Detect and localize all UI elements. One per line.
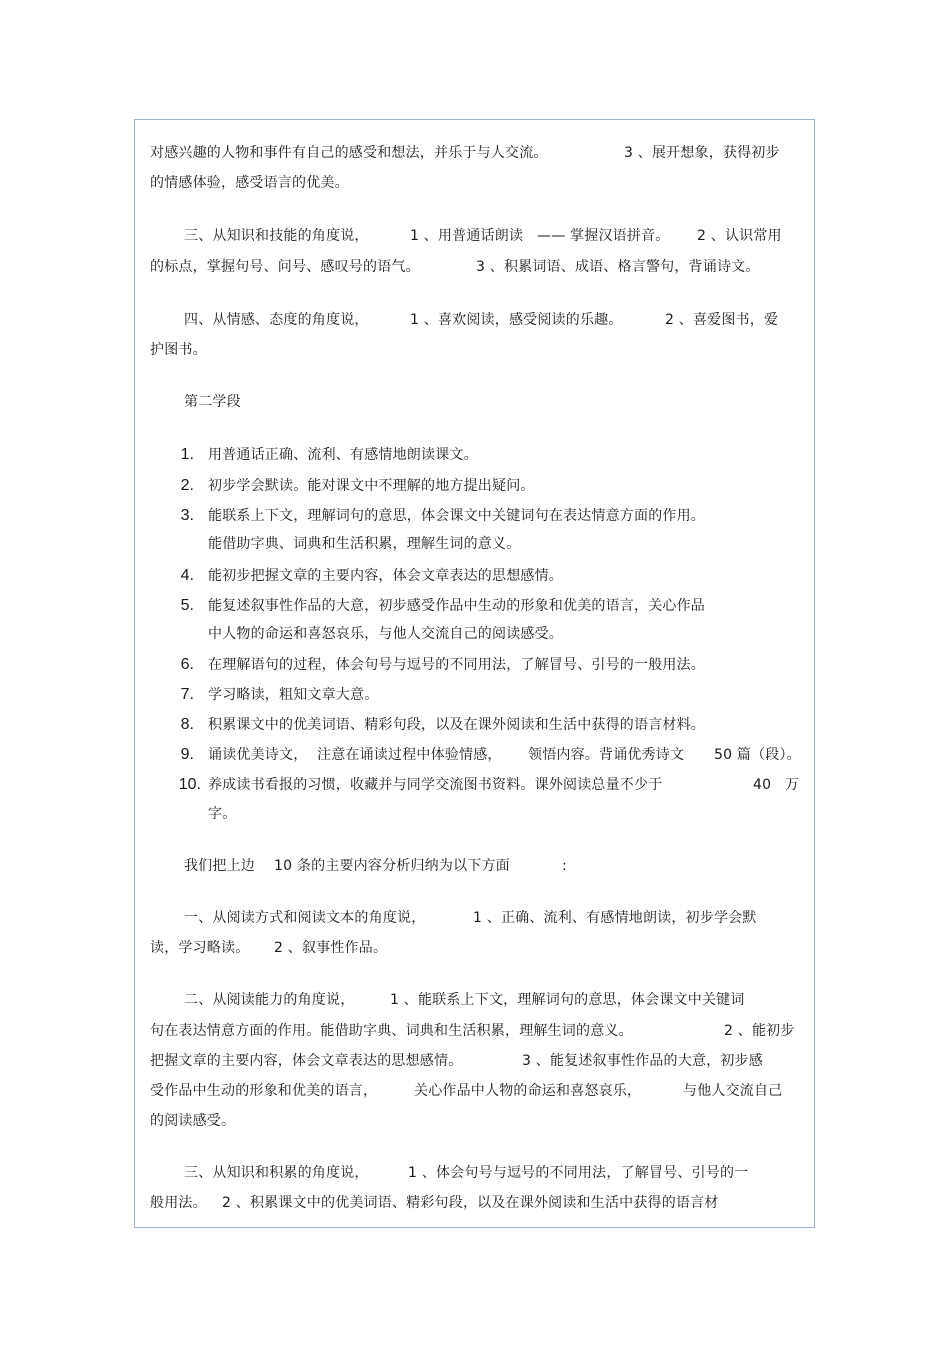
- s3-line2-b: 2 、积累课文中的优美词语、精彩句段，以及在课外阅读和生活中获得的语言材: [222, 1195, 719, 1211]
- list-item: 初步学会默读。能对课文中不理解的地方提出疑问。: [208, 478, 535, 494]
- list-item: 用普通话正确、流利、有感情地朗读课文。: [208, 447, 478, 463]
- s2-line1-b: 1 、能联系上下文，理解词句的意思，体会课文中关键词: [390, 992, 745, 1008]
- p2-line2-b: 3 、积累词语、成语、格言警句，背诵诗文。: [476, 259, 760, 275]
- p3-line2: 护图书。: [150, 342, 207, 358]
- list-item-continued: 中人物的命运和喜怒哀乐，与他人交流自己的阅读感受。: [208, 626, 563, 642]
- s3-line1-b: 1 、体会句号与逗号的不同用法，了解冒号、引号的一: [408, 1165, 749, 1181]
- list-item-part: 万: [785, 777, 800, 793]
- list-number: 10.: [178, 776, 201, 793]
- list-number: 3.: [180, 507, 194, 524]
- p2-line1-c: —— 掌握汉语拼音。: [537, 228, 670, 244]
- list-item: 学习略读，粗知文章大意。: [208, 687, 379, 703]
- s2-line1-a: 二、从阅读能力的角度说，: [184, 992, 355, 1008]
- list-item-continued: 能借助字典、词典和生活积累，理解生词的意义。: [208, 536, 521, 552]
- s2-line2-b: 2 、能初步: [724, 1023, 795, 1039]
- s1-line1-b: 1 、正确、流利、有感情地朗读，初步学会默: [473, 910, 757, 926]
- s2-line4-a: 受作品中生动的形象和优美的语言，: [150, 1083, 378, 1099]
- list-item: 养成读书看报的习惯，收藏并与同学交流图书资料。课外阅读总量不少于: [208, 777, 663, 793]
- p3-line1-b: 1 、喜欢阅读，感受阅读的乐趣。: [410, 312, 623, 328]
- summary-c: :: [562, 858, 567, 874]
- list-item-part: 领悟内容。背诵优秀诗文: [528, 747, 685, 763]
- list-number: 8.: [180, 716, 194, 733]
- list-number: 1.: [180, 446, 194, 463]
- s2-line3-b: 3 、能复述叙事性作品的大意，初步感: [522, 1053, 763, 1069]
- p1-line1-b: 3 、展开想象，获得初步: [624, 145, 780, 161]
- list-item: 诵读优美诗文，: [208, 747, 308, 763]
- list-number: 7.: [180, 686, 194, 703]
- list-item: 能联系上下文，理解词句的意思，体会课文中关键词句在表达情意方面的作用。: [208, 508, 705, 524]
- list-item: 能复述叙事性作品的大意，初步感受作品中生动的形象和优美的语言，关心作品: [208, 598, 705, 614]
- p2-line1-b: 1 、用普通话朗读: [410, 228, 524, 244]
- list-item: 在理解语句的过程，体会句号与逗号的不同用法，了解冒号、引号的一般用法。: [208, 657, 705, 673]
- p2-line1-d: 2 、认识常用: [697, 228, 782, 244]
- p1-line2: 的情感体验，感受语言的优美。: [150, 175, 349, 191]
- list-number: 5.: [180, 597, 194, 614]
- list-number: 4.: [180, 567, 194, 584]
- p3-line1-a: 四、从情感、态度的角度说，: [184, 312, 369, 328]
- s2-line4-b: 关心作品中人物的命运和喜怒哀乐，: [414, 1083, 642, 1099]
- s3-line1-a: 三、从知识和积累的角度说，: [184, 1165, 369, 1181]
- s2-line3-a: 把握文章的主要内容，体会文章表达的思想感情。: [150, 1053, 463, 1069]
- list-number: 6.: [180, 656, 194, 673]
- list-item: 积累课文中的优美词语、精彩句段，以及在课外阅读和生活中获得的语言材料。: [208, 717, 705, 733]
- list-item-part: 50 篇（段）。: [714, 747, 801, 763]
- section-heading: 第二学段: [184, 394, 241, 410]
- s1-line2-a: 读，学习略读。: [150, 940, 250, 956]
- list-number: 9.: [180, 746, 194, 763]
- list-item-continued: 字。: [208, 806, 237, 822]
- s2-line5: 的阅读感受。: [150, 1113, 236, 1129]
- list-item-part: 注意在诵读过程中体验情感，: [317, 747, 502, 763]
- s2-line4-c: 与他人交流自己: [683, 1083, 783, 1099]
- list-item: 能初步把握文章的主要内容，体会文章表达的思想感情。: [208, 568, 563, 584]
- summary-b: 10 条的主要内容分析归纳为以下方面: [274, 858, 510, 874]
- p2-line1-a: 三、从知识和技能的角度说，: [184, 228, 369, 244]
- p3-line1-c: 2 、喜爱图书，爱: [665, 312, 779, 328]
- p2-line2-a: 的标点，掌握句号、问号、感叹号的语气。: [150, 259, 420, 275]
- summary-a: 我们把上边: [184, 858, 255, 874]
- s1-line2-b: 2 、叙事性作品。: [274, 940, 388, 956]
- s1-line1-a: 一、从阅读方式和阅读文本的角度说，: [184, 910, 426, 926]
- list-number: 2.: [180, 477, 194, 494]
- s2-line2-a: 句在表达情意方面的作用。能借助字典、词典和生活积累，理解生词的意义。: [150, 1023, 633, 1039]
- p1-line1-a: 对感兴趣的人物和事件有自己的感受和想法，并乐于与人交流。: [150, 145, 548, 161]
- s3-line2-a: 般用法。: [150, 1195, 207, 1211]
- list-item-part: 40: [753, 777, 772, 793]
